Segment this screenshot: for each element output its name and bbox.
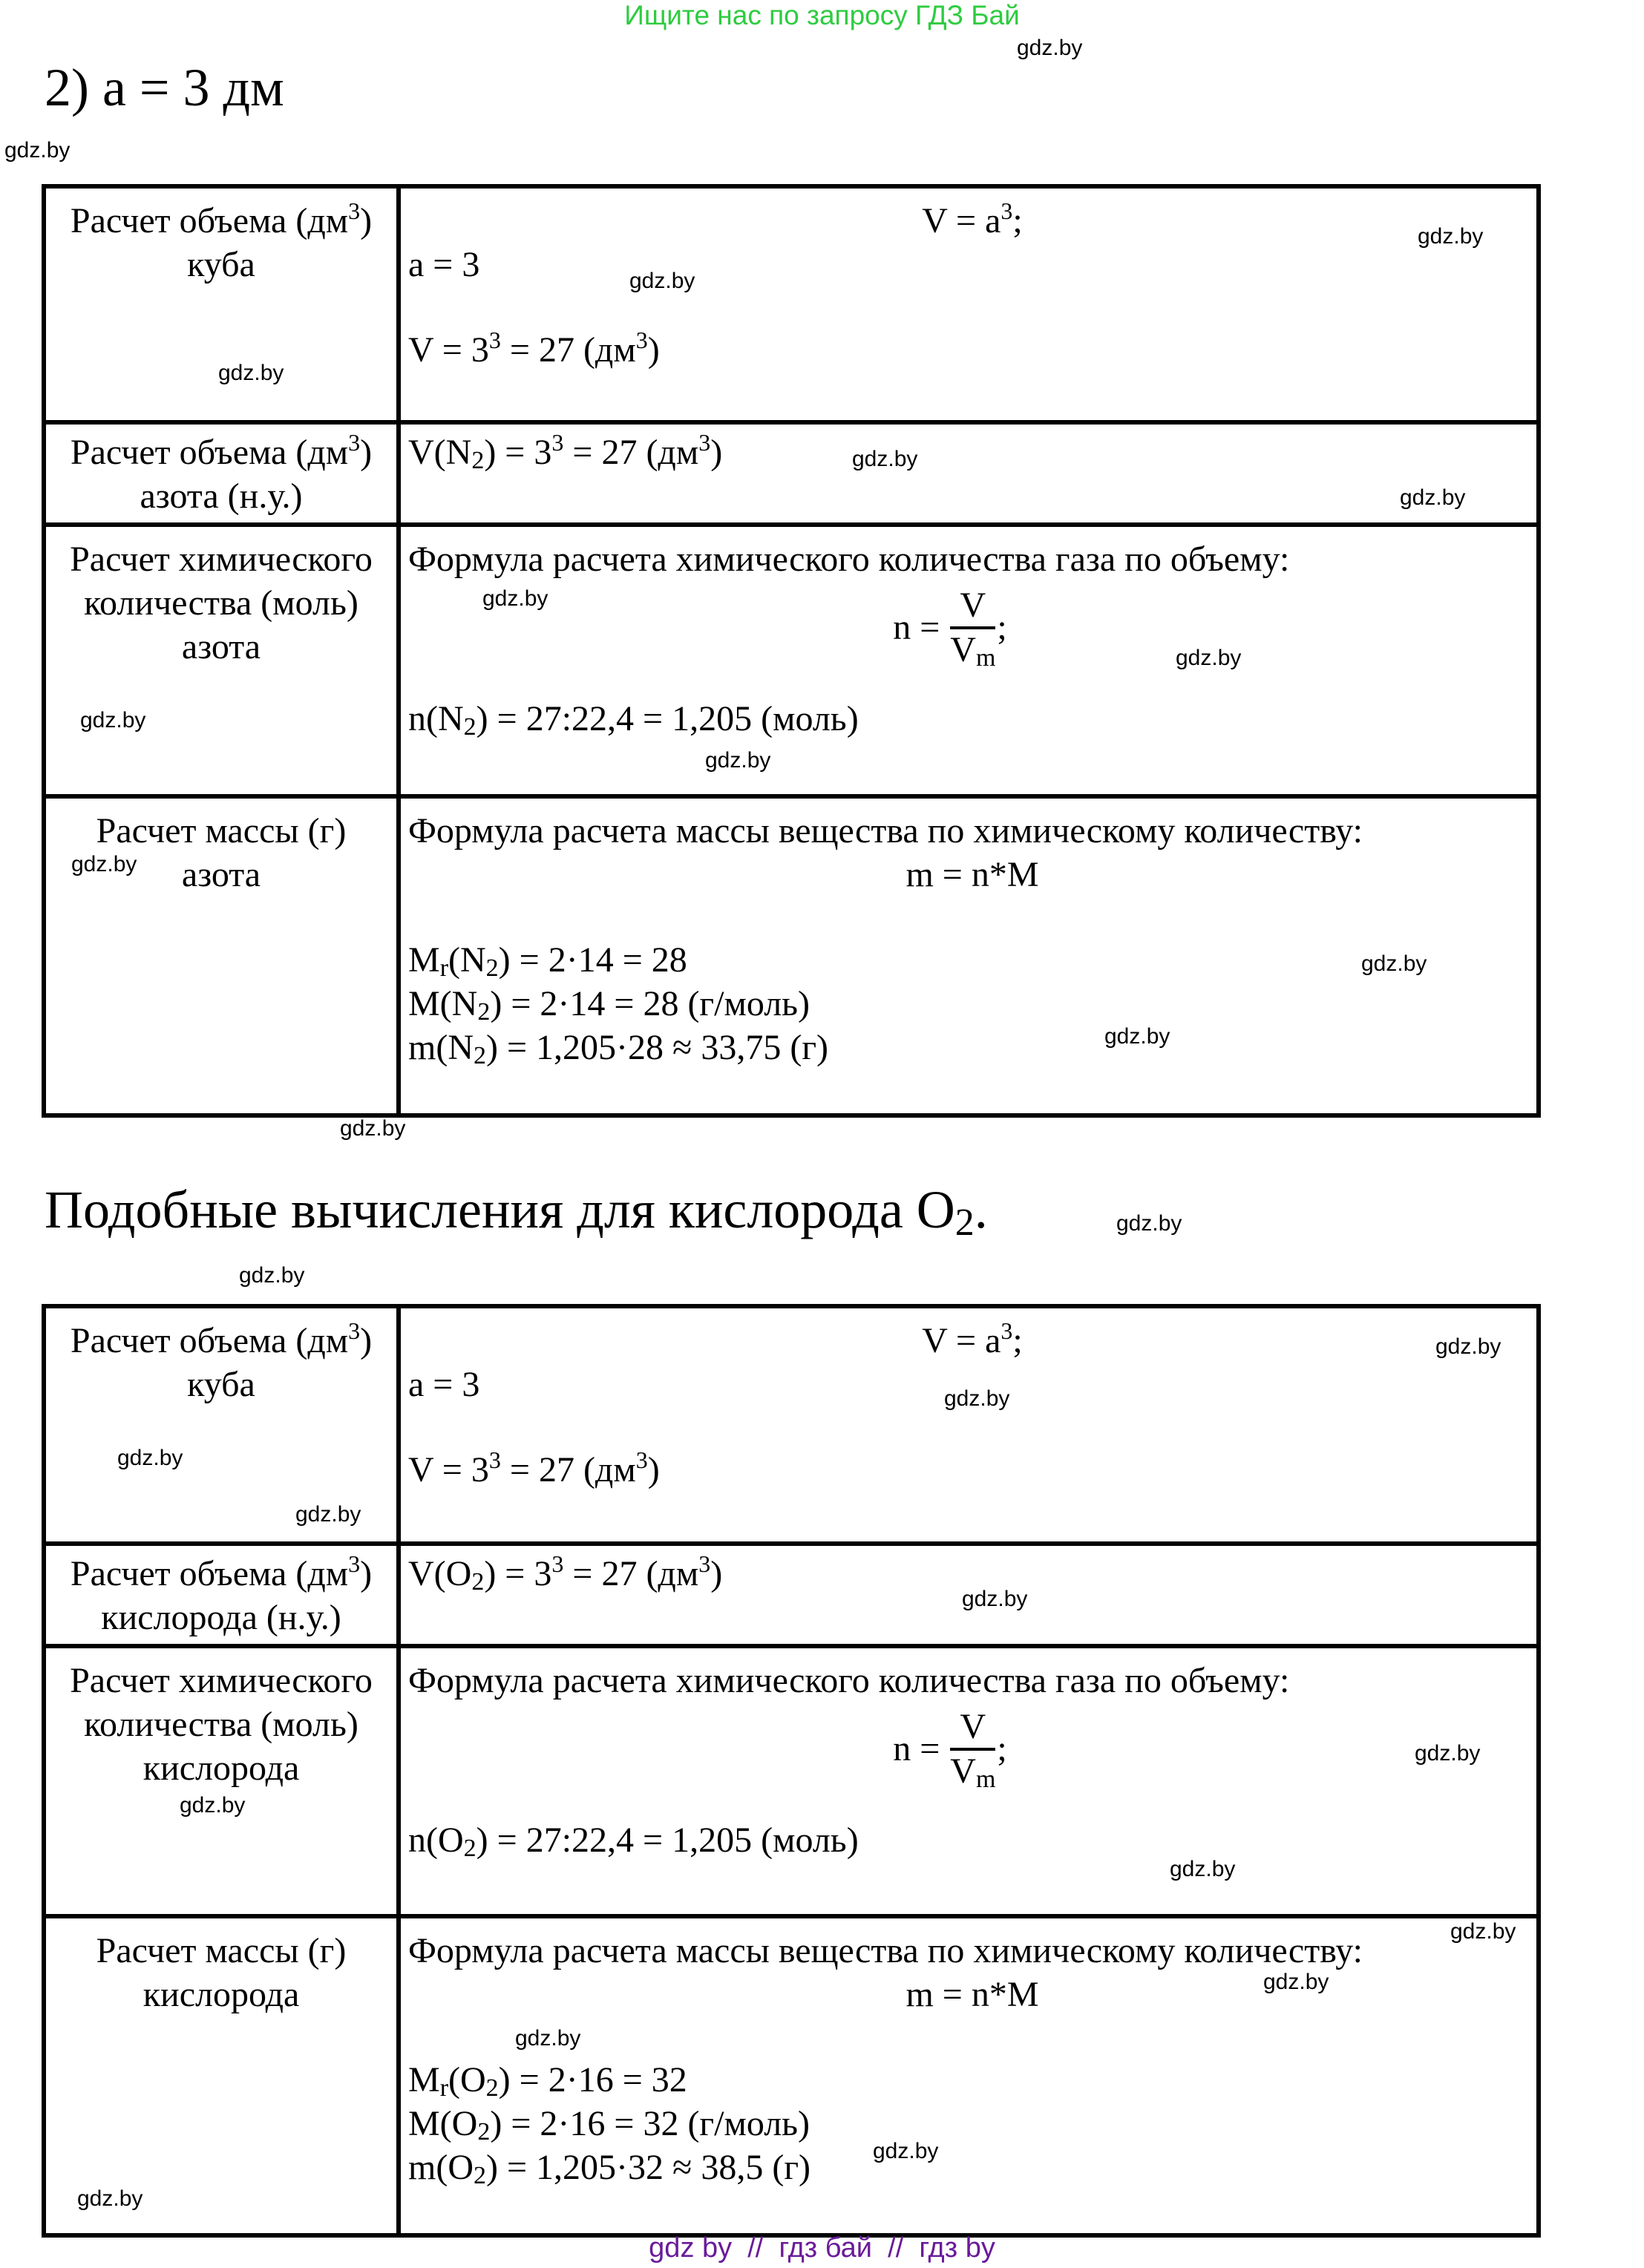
value-volume-cube: $V = a^3$; a = 3 $V = 3^3 = 27$ $(дм^3)$ (399, 186, 1539, 422)
footer-banner: gdz by // гдз бай // гдз by (649, 2232, 995, 2264)
oxygen-table (42, 1304, 1541, 2238)
label-chem-amount: Расчет химического количества (моль) кислорода (44, 1646, 399, 1916)
watermark: gdz.by (1176, 646, 1242, 670)
watermark: gdz.by (180, 1793, 246, 1818)
amount-formula: n = $\frac{V}{V_m}$ ; (893, 585, 1007, 672)
label-chem-amount: Расчет химического количества (моль) азота (44, 525, 399, 796)
watermark: gdz.by (4, 138, 71, 163)
watermark: gdz.by (944, 1386, 1010, 1411)
value-chem-amount: Формула расчета химического количества газа по объему: n = $\frac{V}{V_m}$ ; $n(O_2)$ = 27:22,4 = 1,205 (моль) (399, 1646, 1539, 1916)
watermark: gdz.by (873, 2139, 939, 2163)
watermark: gdz.by (340, 1116, 406, 1141)
table-row (44, 1544, 1539, 1646)
watermark: gdz.by (515, 2026, 581, 2051)
label-volume-gas: Расчет объема $(дм^3)$ азота (н.у.) (44, 422, 399, 525)
watermark: gdz.by (1400, 485, 1466, 510)
watermark: gdz.by (1170, 1857, 1236, 1881)
label-mass: Расчет массы (г) азота (44, 796, 399, 1115)
table-row (44, 525, 1539, 796)
value-volume-gas: $V(O_2) = 3^3 = 27$ $(дм^3)$ (399, 1544, 1539, 1646)
nitrogen-table (42, 184, 1541, 1118)
value-mass: Формула расчета массы вещества по химическому количеству: m = n*M $M_r(N_2) = 2\cdot 14 = 28$ $M(N_2) = 2\cdot 14 = 28$ (г/моль) $m(N_2) = 1,205\cdot 28 \approx 33,75$ (г) (399, 796, 1539, 1115)
watermark: gdz.by (629, 269, 695, 293)
value-mass: Формула расчета массы вещества по химическому количеству: m = n*M $M_r(O_2) = 2\cdot 16 = 32$ $M(O_2) = 2\cdot 16 = 32$ (г/моль) $m(O_2) = 1,205\cdot 32 \approx 38,5$ (г) (399, 1916, 1539, 2235)
label-volume-cube: Расчет объема $(дм^3)$ куба (44, 186, 399, 422)
value-volume-cube: $V = a^3$; a = 3 $V = 3^3 = 27$ $(дм^3)$ (399, 1306, 1539, 1544)
table-row (44, 422, 1539, 525)
table-row (44, 1646, 1539, 1916)
table-row (44, 1916, 1539, 2235)
watermark: gdz.by (1116, 1211, 1182, 1236)
watermark: gdz.by (239, 1263, 305, 1288)
search-banner: Ищите нас по запросу ГДЗ Бай (624, 0, 1020, 30)
watermark: gdz.by (705, 748, 771, 773)
watermark: gdz.by (1418, 224, 1484, 249)
watermark: gdz.by (1361, 951, 1427, 976)
value-chem-amount: Формула расчета химического количества газа по объему: n = $\frac{V}{V_m}$ ; $n(N_2)$ = 27:22,4 = 1,205 (моль) (399, 525, 1539, 796)
watermark: gdz.by (1435, 1334, 1501, 1359)
watermark: gdz.by (1415, 1741, 1481, 1766)
watermark: gdz.by (962, 1587, 1028, 1611)
watermark: gdz.by (482, 586, 548, 611)
value-volume-gas: $V(N_2) = 3^3 = 27$ $(дм^3)$ (399, 422, 1539, 525)
watermark: gdz.by (1104, 1024, 1170, 1049)
watermark: gdz.by (71, 852, 137, 876)
table-row (44, 186, 1539, 422)
watermark: gdz.by (295, 1502, 361, 1527)
watermark: gdz.by (218, 361, 284, 385)
watermark: gdz.by (1263, 1970, 1329, 1994)
watermark: gdz.by (77, 2186, 143, 2211)
table-row (44, 1306, 1539, 1544)
oxygen-heading: Подобные вычисления для кислорода $O_2$. (45, 1180, 988, 1244)
watermark: gdz.by (80, 708, 146, 732)
label-mass: Расчет массы (г) кислорода (44, 1916, 399, 2235)
watermark: gdz.by (1450, 1919, 1516, 1944)
problem-heading: 2) a = 3 дм (45, 58, 284, 117)
table-row (44, 796, 1539, 1115)
label-volume-gas: Расчет объема $(дм^3)$ кислорода (н.у.) (44, 1544, 399, 1646)
amount-formula: n = $\frac{V}{V_m}$ ; (893, 1706, 1007, 1793)
watermark: gdz.by (117, 1446, 183, 1470)
label-volume-cube: Расчет объема $(дм^3)$ куба (44, 1306, 399, 1544)
watermark: gdz.by (852, 447, 918, 471)
watermark: gdz.by (1017, 36, 1083, 60)
